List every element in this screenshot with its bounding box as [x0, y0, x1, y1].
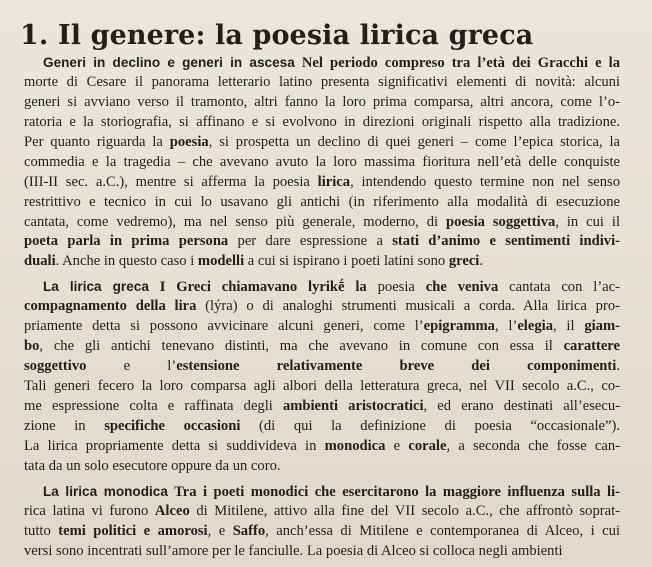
section-heading: La lirica greca	[43, 279, 149, 295]
text-run: , e	[207, 522, 233, 539]
text-run: (III-II sec. a.C.), mentre si afferma la poesia	[24, 173, 318, 190]
text-run: restrittivo e tecnico in cui lo usavano gli antichi (in riferimento alla modalità di esecuzione	[24, 193, 620, 210]
bold-term: greci	[448, 253, 480, 270]
bold-term: ambienti aristocratici	[282, 397, 424, 414]
text-line	[24, 213, 620, 233]
text-line	[24, 232, 620, 252]
text-line	[24, 277, 620, 297]
text-line	[24, 317, 620, 337]
text-run: me espressione colta e raffinata degli	[24, 397, 283, 414]
text-run: tutto	[24, 522, 59, 539]
paragraph	[24, 482, 620, 562]
bold-term: Nel periodo compreso tra l’età dei Gracchi e la	[294, 55, 620, 71]
text-line	[24, 357, 620, 377]
text-line	[24, 337, 620, 357]
text-run: tata da un solo esecutore oppure da un coro.	[24, 457, 281, 474]
text-run: , in cui il	[555, 213, 620, 230]
text-run: , ed erano destinati all’esecu-	[423, 397, 620, 414]
text-run: e l’	[86, 358, 177, 375]
text-run: (lýra) o di analoghi strumenti musicali a corda. Alla lirica pro-	[196, 298, 620, 315]
text-run: zione in	[24, 417, 105, 434]
bold-term: Tra i poeti monodici che esercitarono la maggiore influenza sulla li-	[167, 483, 621, 500]
text-line	[24, 542, 620, 562]
bold-term: elegia	[517, 318, 553, 335]
bold-term: temi politici e amorosi	[58, 522, 208, 539]
text-run: , il	[553, 318, 585, 335]
text-run: morte di Cesare il panorama letterario latino presenta significativi elementi di novità: alcuni	[24, 73, 620, 90]
text-run: ratoria e la storiografia, si affinano e si evolvono in direzioni originali rispetto alla tradizione.	[24, 113, 620, 130]
paragraph	[24, 53, 620, 272]
text-line	[24, 73, 620, 93]
text-run: generi si avviano verso il tramonto, altri fanno la loro prima comparsa, altri ancora, come l’o-	[24, 93, 620, 110]
text-line	[24, 417, 620, 437]
text-line	[24, 153, 620, 173]
bold-term: bo	[24, 338, 40, 355]
text-run: poesia	[377, 279, 415, 296]
bold-term: lirica	[317, 173, 351, 190]
bold-term: poeta parla in prima persona	[24, 233, 229, 250]
bold-term: stati d’animo e sentimenti indivi-	[392, 233, 620, 250]
bold-term: poesia	[169, 133, 209, 150]
text-run: , si prospetta un declino di quei generi – come l’epica storica, la	[208, 133, 621, 150]
bold-term: duali	[24, 253, 56, 270]
text-line	[24, 522, 620, 542]
text-line	[24, 53, 620, 73]
text-line	[24, 173, 620, 193]
chapter-title	[20, 20, 533, 51]
text-run: , a seconda che fosse can-	[446, 437, 620, 454]
text-line	[24, 437, 620, 457]
bold-term: estensione relativamente breve dei componimenti	[176, 358, 617, 375]
text-line	[24, 133, 620, 153]
text-run: commedia e la tragedia – che avevano avuto la loro massima fioritura nell’età delle conquiste	[24, 153, 620, 170]
text-line	[24, 252, 620, 272]
bold-term: carattere	[563, 338, 620, 355]
text-run: Tali generi fecero la loro comparsa agli albori della letteratura greca, nel VII secolo a.C., co-	[24, 378, 620, 394]
bold-term: specifiche occasioni	[104, 417, 241, 434]
text-run: , intendendo questo termine non nel senso	[350, 173, 620, 190]
text-line	[24, 482, 620, 502]
text-run: a cui si ispirano i poeti latini sono	[244, 253, 449, 270]
text-run: La lirica propriamente detta si suddivideva in	[24, 437, 325, 454]
bold-term: poesia soggettiva	[446, 213, 556, 230]
bold-term: modelli	[197, 253, 245, 270]
text-line	[24, 457, 620, 477]
text-run: .	[479, 253, 484, 270]
text-run: cantata, come vedremo), ma nel senso più generale, moderno, di	[24, 213, 447, 230]
bold-term: giam-	[584, 318, 620, 335]
bold-term: soggettivo	[24, 358, 87, 375]
text-line	[24, 502, 620, 522]
text-run: .	[616, 358, 620, 375]
bold-term: che veniva	[414, 279, 510, 296]
text-run: . Anche in questo caso i	[55, 253, 198, 270]
paragraph	[24, 277, 620, 476]
section-heading: Generi in declino e generi in ascesa	[43, 55, 295, 70]
text-run: cantata con l’ac-	[509, 279, 620, 296]
text-run: versi sono incentrati sull’amore per le fanciulle. La poesia di Alceo si colloca negli ambienti	[24, 542, 563, 559]
bold-term: compagnamento della lira	[24, 298, 197, 315]
bold-term: monodica	[324, 437, 386, 454]
text-line	[24, 377, 620, 397]
bold-term: Alceo	[154, 502, 190, 519]
text-run: per dare espressione a	[228, 233, 393, 250]
chapter-number: 1.	[20, 20, 49, 51]
section-heading: La lirica monodica	[43, 483, 168, 499]
chapter-title-text: Il genere: la poesia lirica greca	[58, 20, 534, 51]
text-line	[24, 397, 620, 417]
text-line	[24, 193, 620, 213]
text-line	[24, 297, 620, 317]
text-line	[24, 93, 620, 113]
text-line	[24, 113, 620, 133]
bold-term: I Greci chiamavano lyrikḗ la	[148, 279, 378, 296]
text-run: di Mitilene, attivo alla fine del VII secolo a.C., che affrontò soprat-	[189, 502, 620, 519]
text-run: (di qui la definizione di poesia “occasionale”).	[240, 417, 620, 434]
text-run: priamente detta si possono avvicinare alcuni generi, come l’	[24, 318, 424, 335]
bold-term: corale	[408, 437, 447, 454]
body-text	[24, 53, 620, 561]
text-run: e	[385, 437, 409, 454]
text-run: , anch’essa di Mitilene e contemporanea di Alceo, i cui	[265, 522, 621, 539]
text-run: Per quanto riguarda la	[24, 133, 170, 150]
text-run: , che gli antichi tenevano distinti, ma che avevano in comune con essa il	[39, 338, 564, 355]
text-run: , l’	[494, 318, 518, 335]
bold-term: epigramma	[423, 318, 495, 335]
text-run: rica latina vi furono	[24, 502, 155, 519]
bold-term: Saffo	[232, 522, 266, 539]
